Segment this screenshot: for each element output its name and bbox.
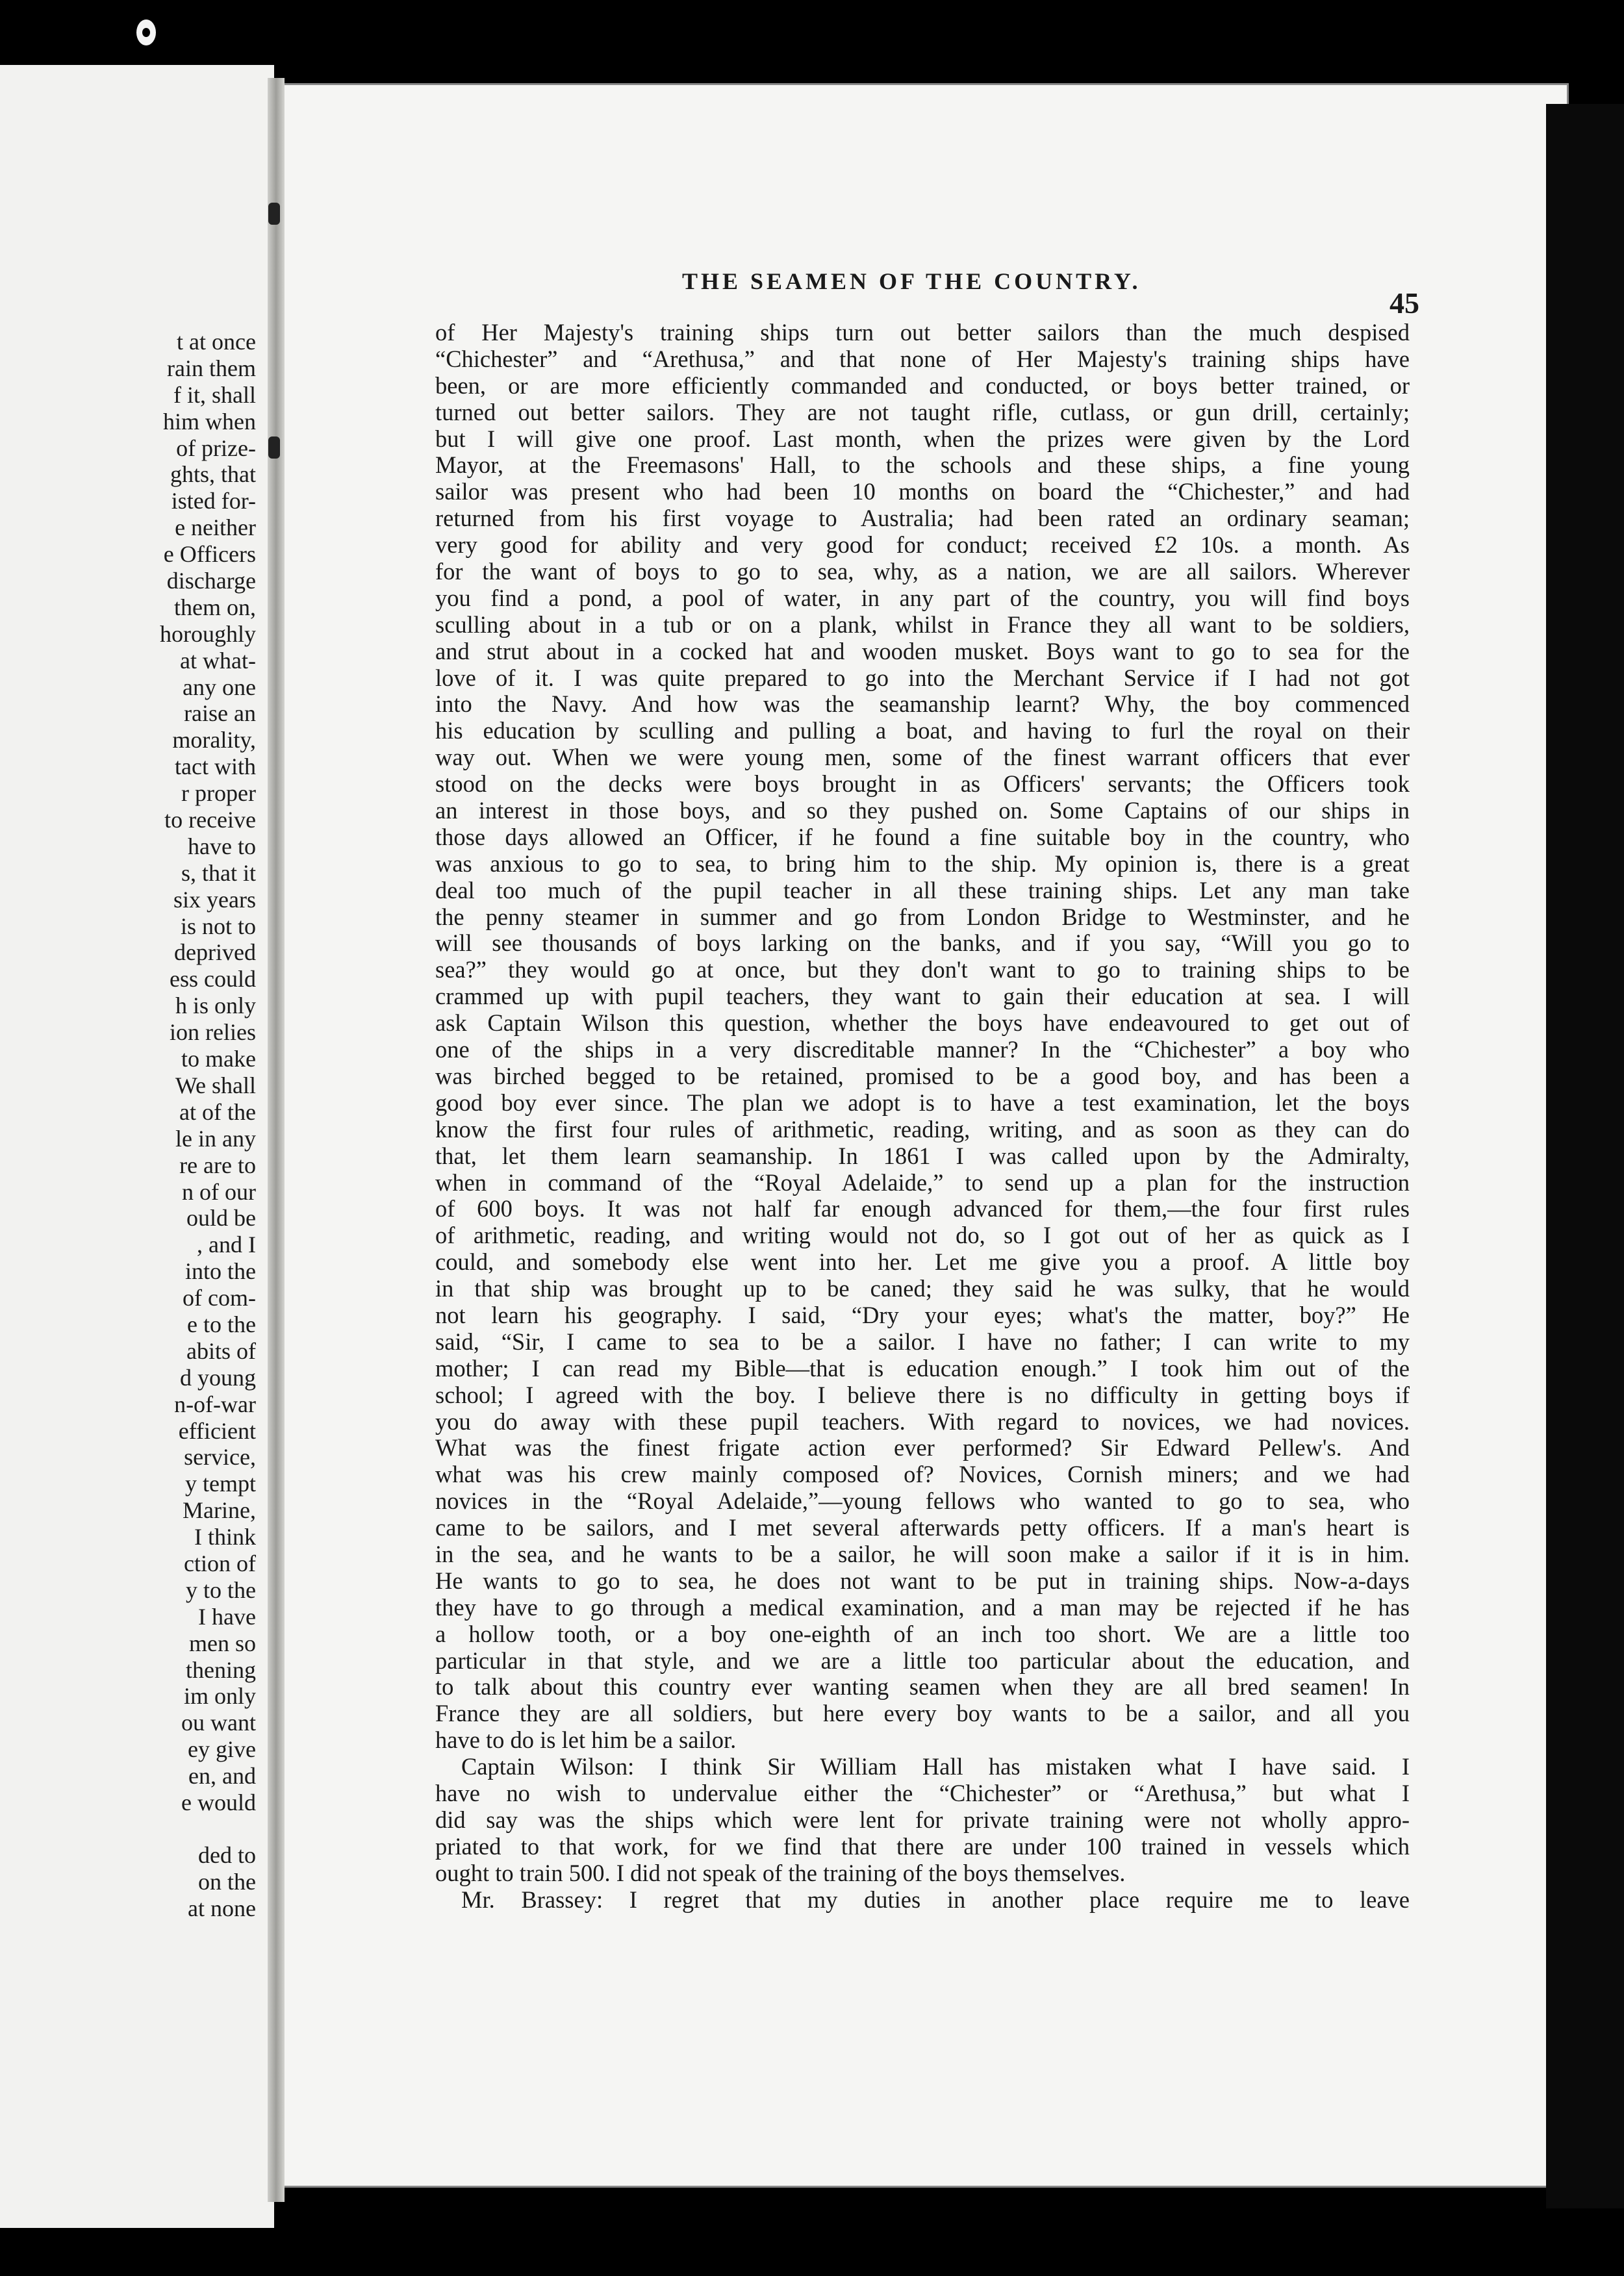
left-page-line: h is only: [175, 993, 256, 1019]
body-line: one of the ships in a very discreditable manner? In the “Chichester” a boy who: [435, 1036, 1410, 1063]
left-page-line: f it, shall: [173, 381, 256, 408]
body-line: for the want of boys to go to sea, why, as a nation, we are all sailors. Wherever: [435, 558, 1410, 585]
body-line: good boy ever since. The plan we adopt is to have a test examination, let the boys: [435, 1089, 1410, 1116]
speech-line-wilson: ought to train 500. I did not speak of the training of the boys themselves.: [435, 1859, 1126, 1886]
body-line: was birched begged to be retained, promised to be a good boy, and has been a: [435, 1062, 1410, 1089]
body-line: not learn his geography. I said, “Dry your eyes; what's the matter, boy?” He: [435, 1301, 1410, 1328]
book-gutter: [268, 78, 285, 2202]
body-line: deal too much of the pupil teacher in all these training ships. Let any man take: [435, 876, 1410, 904]
body-line: when in command of the “Royal Adelaide,” to send up a plan for the instruction: [435, 1169, 1410, 1196]
body-line: ask Captain Wilson this question, whether the boys have endeavoured to get out of: [435, 1009, 1410, 1037]
body-line: but I will give one proof. Last month, when the prizes were given by the Lord: [435, 425, 1410, 452]
body-line: into the Navy. And how was the seamanship learnt? Why, the boy commenced: [435, 690, 1410, 718]
body-line: a hollow tooth, or a boy one-eighth of an inch too short. We are a little too: [435, 1620, 1410, 1647]
speech-line-brassey: Mr. Brassey: I regret that my duties in another place require me to leave: [461, 1886, 1410, 1913]
left-page-line: is not to: [180, 913, 256, 939]
body-text: [435, 320, 1410, 1913]
body-line: of Her Majesty's training ships turn out better sailors than the much despised: [435, 319, 1410, 346]
body-line: mother; I can read my Bible—that is education enough.” I took him out of the: [435, 1354, 1410, 1382]
left-page-line: morality,: [172, 727, 256, 753]
left-page-line: re are to: [179, 1152, 256, 1178]
left-page-line: ou want: [181, 1710, 256, 1736]
left-page: [0, 65, 274, 2228]
left-page-line: at what-: [180, 647, 256, 674]
body-line: that, let them learn seamanship. In 1861 I was called upon by the Admiralty,: [435, 1142, 1410, 1169]
left-page-line: him when: [163, 408, 256, 435]
left-page-line: at of the: [179, 1098, 256, 1125]
body-line: you find a pond, a pool of water, in any part of the country, you will find boys: [435, 584, 1410, 611]
body-line: sailor was present who had been 10 months on board the “Chichester,” and had: [435, 478, 1410, 505]
left-page-line: We shall: [175, 1072, 256, 1098]
body-line: in the sea, and he wants to be a sailor, he will soon make a sailor if it is in him.: [435, 1540, 1410, 1567]
left-page-line: deprived: [174, 939, 256, 966]
left-page-line: e to the: [187, 1311, 256, 1337]
left-page-line: at none: [188, 1895, 256, 1921]
left-page-line: im only: [183, 1683, 256, 1710]
left-page-line: ess could: [170, 966, 256, 993]
left-page-line: e would: [181, 1789, 256, 1815]
left-page-line: have to: [188, 833, 256, 859]
left-page-line: on the: [198, 1868, 256, 1895]
body-line: “Chichester” and “Arethusa,” and that none of Her Majesty's training ships have: [435, 345, 1410, 372]
body-line: could, and somebody else went into her. Let me give you a proof. A little boy: [435, 1248, 1410, 1276]
speech-line-wilson: priated to that work, for we find that there are under 100 trained in vessels which: [435, 1832, 1410, 1860]
left-page-line: ion relies: [170, 1019, 256, 1046]
left-page-line: y to the: [186, 1576, 256, 1603]
binding-stitch-mark: [268, 436, 280, 459]
body-line: you do away with these pupil teachers. With regard to novices, we had novices.: [435, 1408, 1410, 1435]
body-line: way out. When we were young men, some of the finest warrant officers that ever: [435, 744, 1410, 771]
left-page-line: of prize-: [176, 435, 256, 461]
left-page-line: raise an: [184, 700, 256, 727]
left-page-line: y tempt: [185, 1471, 256, 1497]
body-line: came to be sailors, and I met several afterwards petty officers. If a man's heart is: [435, 1514, 1410, 1541]
left-page-line: en, and: [188, 1763, 256, 1789]
body-line: novices in the “Royal Adelaide,”—young fellows who wanted to go to sea, who: [435, 1487, 1410, 1515]
left-page-line: ey give: [188, 1736, 256, 1763]
body-line: He wants to go to sea, he does not want to be put in training ships. Now-a-days: [435, 1567, 1410, 1594]
left-page-line: them on,: [174, 594, 256, 620]
page-edge-shadow: [1546, 104, 1624, 2208]
body-line: in that ship was brought up to be caned; they said he was sulky, that he would: [435, 1275, 1410, 1302]
left-page-line: efficient: [178, 1417, 256, 1444]
binding-stitch-mark: [268, 203, 280, 225]
corner-hole-mark: [136, 19, 156, 45]
body-line: they have to go through a medical examination, and a man may be rejected if he has: [435, 1593, 1410, 1621]
body-line: France they are all soldiers, but here every boy wants to be a sailor, and all you: [435, 1700, 1410, 1727]
left-page-line: isted for-: [171, 488, 256, 514]
left-page-line: ghts, that: [170, 461, 256, 488]
left-page-line: t at once: [177, 329, 256, 355]
left-page-line: ction of: [184, 1550, 256, 1576]
body-line: his education by sculling and pulling a boat, and having to furl the royal on their: [435, 717, 1410, 744]
body-line: of 600 boys. It was not half far enough advanced for them,—the four first rules: [435, 1195, 1410, 1222]
body-line: stood on the decks were boys brought in as Officers' servants; the Officers took: [435, 770, 1410, 798]
body-line: sea?” they would go at once, but they don't want to go to training ships to be: [435, 956, 1410, 983]
body-line: what was his crew mainly composed of? Novices, Cornish miners; and we had: [435, 1461, 1410, 1488]
body-line: was anxious to go to sea, to bring him to the ship. My opinion is, there is a great: [435, 850, 1410, 877]
left-page-line: Marine,: [183, 1497, 256, 1524]
body-line: know the first four rules of arithmetic, reading, writing, and as soon as they can do: [435, 1115, 1410, 1143]
body-line: crammed up with pupil teachers, they want to gain their education at sea. I will: [435, 983, 1410, 1010]
left-page-line: discharge: [166, 568, 256, 594]
left-page-line: men so: [189, 1630, 256, 1656]
left-page-line: r proper: [181, 780, 256, 807]
left-page-line: e Officers: [163, 541, 256, 568]
left-page-line: six years: [173, 886, 256, 913]
body-line: and strut about in a cocked hat and wooden musket. Boys want to go to sea for the: [435, 637, 1410, 664]
left-page-line: I think: [194, 1524, 256, 1550]
body-line: particular in that style, and we are a little too particular about the education, and: [435, 1647, 1410, 1674]
body-line: an interest in those boys, and so they pushed on. Some Captains of our ships in: [435, 797, 1410, 824]
body-line: will see thousands of boys larking on the banks, and if you say, “Will you go to: [435, 929, 1410, 957]
left-page-text: [0, 329, 256, 1922]
body-line: Mayor, at the Freemasons' Hall, to the schools and these ships, a fine young: [435, 451, 1410, 479]
body-line: What was the finest frigate action ever performed? Sir Edward Pellew's. And: [435, 1434, 1410, 1461]
body-line: have to do is let him be a sailor.: [435, 1726, 737, 1754]
running-head: THE SEAMEN OF THE COUNTRY.: [682, 268, 1141, 294]
speech-line-wilson: Captain Wilson: I think Sir William Hall has mistaken what I have said. I: [461, 1753, 1410, 1780]
left-page-line: s, that it: [181, 859, 256, 886]
left-page-line: any one: [183, 674, 256, 700]
body-line: turned out better sailors. They are not taught rifle, cutlass, or gun drill, certainly;: [435, 398, 1410, 425]
left-page-line: , and I: [197, 1232, 256, 1258]
left-page-line: abits of: [186, 1337, 256, 1364]
left-page-line: e neither: [175, 514, 256, 541]
body-line: those days allowed an Officer, if he found a fine suitable boy in the country, who: [435, 823, 1410, 850]
body-line: very good for ability and very good for conduct; received £2 10s. a month. As: [435, 531, 1410, 559]
speech-line-wilson: did say was the ships which were lent for private training were not wholly appro-: [435, 1806, 1410, 1833]
left-page-line: n-of-war: [174, 1391, 256, 1417]
speech-line-wilson: have no wish to undervalue either the “Chichester” or “Arethusa,” but what I: [435, 1779, 1410, 1806]
body-line: school; I agreed with the boy. I believe there is no difficulty in getting boys if: [435, 1381, 1410, 1408]
body-line: sculling about in a tub or on a plank, whilst in France they all want to be soldiers,: [435, 611, 1410, 638]
left-page-line: thening: [186, 1656, 256, 1683]
left-page-line: le in any: [175, 1125, 256, 1152]
left-page-line: of com-: [183, 1285, 256, 1311]
left-page-line: into the: [185, 1258, 256, 1285]
left-page-line: d young: [180, 1364, 256, 1391]
body-line: been, or are more efficiently commanded and conducted, or boys better trained, or: [435, 372, 1410, 399]
body-line: said, “Sir, I came to sea to be a sailor. I have no father; I can write to my: [435, 1328, 1410, 1355]
body-line: love of it. I was quite prepared to go into the Merchant Service if I had not got: [435, 664, 1410, 691]
left-page-line: ould be: [186, 1205, 256, 1232]
body-line: to talk about this country ever wanting seamen when they are all bred seamen! In: [435, 1673, 1410, 1701]
left-page-line: ded to: [198, 1841, 256, 1868]
left-page-line: service,: [184, 1444, 256, 1471]
left-page-line: I have: [198, 1603, 256, 1630]
body-line: the penny steamer in summer and go from London Bridge to Westminster, and he: [435, 903, 1410, 930]
left-page-line: n of our: [182, 1178, 256, 1205]
body-line: of arithmetic, reading, and writing would not do, so I got out of her as quick as I: [435, 1222, 1410, 1249]
left-page-line: tact with: [175, 753, 256, 780]
left-page-line: to make: [181, 1046, 256, 1072]
left-page-line: rain them: [167, 355, 256, 381]
body-line: returned from his first voyage to Australia; had been rated an ordinary seaman;: [435, 505, 1410, 532]
left-page-line: to receive: [164, 807, 256, 833]
left-page-line: horoughly: [160, 620, 256, 647]
page-number: 45: [1389, 286, 1419, 320]
